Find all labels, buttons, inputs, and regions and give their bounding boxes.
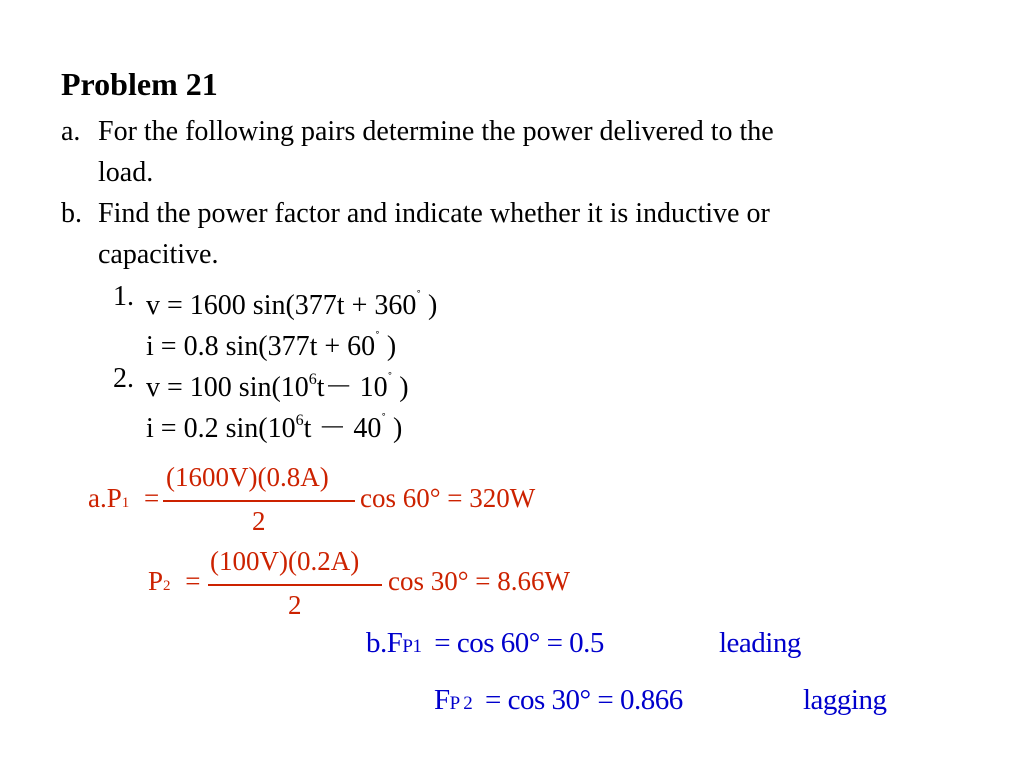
- pair-2-voltage-phase: t－ 10: [316, 372, 388, 403]
- problem-title: Problem 21: [61, 66, 218, 102]
- pair-1-voltage-close: ): [421, 290, 438, 321]
- equals-sign: =: [185, 566, 201, 596]
- p1-subscript: 1: [121, 495, 130, 511]
- solution-p1-fraction-bar: [163, 500, 355, 502]
- degree-mark: ˚: [416, 289, 422, 304]
- equals-sign: =: [144, 483, 160, 513]
- p2-symbol: P: [148, 566, 164, 596]
- exponent: 6: [295, 412, 304, 429]
- part-b-marker: b.: [61, 198, 82, 229]
- fp2-type: lagging: [803, 684, 887, 716]
- degree-mark: ˚: [387, 371, 393, 386]
- part-b-line2: capacitive.: [98, 239, 219, 270]
- pair-2-current-text: i = 0.2 sin(10: [146, 413, 296, 444]
- degree-mark: ˚: [381, 412, 387, 427]
- solution-p2-result: cos 30° = 8.66W: [388, 566, 570, 596]
- fp1-type: leading: [719, 627, 801, 659]
- solution-p1-numerator: (1600V)(0.8A): [166, 462, 329, 492]
- solution-fp1: [366, 627, 604, 660]
- solution-p2-numerator: (100V)(0.2A): [210, 546, 360, 576]
- solution-p2-denominator: 2: [288, 590, 302, 620]
- part-a-line1: For the following pairs determine the power delivered to the: [98, 116, 774, 147]
- solution-p2-fraction-bar: [208, 584, 382, 586]
- solution-p1-label: [88, 483, 159, 514]
- pair-2-current-phase: t － 40: [303, 413, 382, 444]
- pair-2-current: [146, 399, 402, 449]
- pair-1-current-text: i = 0.8 sin(377t + 60: [146, 331, 376, 362]
- solution-fp2: [434, 684, 683, 717]
- pair-1-voltage-text: v = 1600 sin(377t + 360: [146, 290, 417, 321]
- degree-mark: ˚: [375, 330, 380, 345]
- solution-p2-label: [148, 566, 201, 597]
- fp1-subscript: P1: [402, 636, 422, 657]
- p2-subscript: 2: [163, 578, 171, 594]
- fp1-value: = cos 60° = 0.5: [434, 627, 604, 659]
- fp2-subscript: P 2: [449, 693, 473, 714]
- fp1-symbol: b.F: [366, 627, 403, 659]
- part-b-line1: Find the power factor and indicate whether it is inductive or: [98, 198, 770, 229]
- exponent: 6: [308, 371, 317, 388]
- solution-p1-denominator: 2: [252, 506, 266, 536]
- pair-2-voltage-text: v = 100 sin(10: [146, 372, 309, 403]
- solution-p1-result: cos 60° = 320W: [360, 483, 536, 513]
- p1-symbol: a.P: [88, 483, 122, 513]
- part-a-line2: load.: [98, 157, 154, 188]
- fp2-symbol: F: [434, 684, 450, 716]
- pair-2-number: 2.: [113, 363, 134, 394]
- pair-1-number: 1.: [113, 281, 134, 312]
- pair-2-voltage-close: ): [392, 372, 409, 403]
- pair-2-current-close: ): [386, 413, 403, 444]
- part-a-marker: a.: [61, 116, 81, 147]
- fp2-value: = cos 30° = 0.866: [485, 684, 683, 716]
- pair-1-current-close: ): [379, 331, 397, 362]
